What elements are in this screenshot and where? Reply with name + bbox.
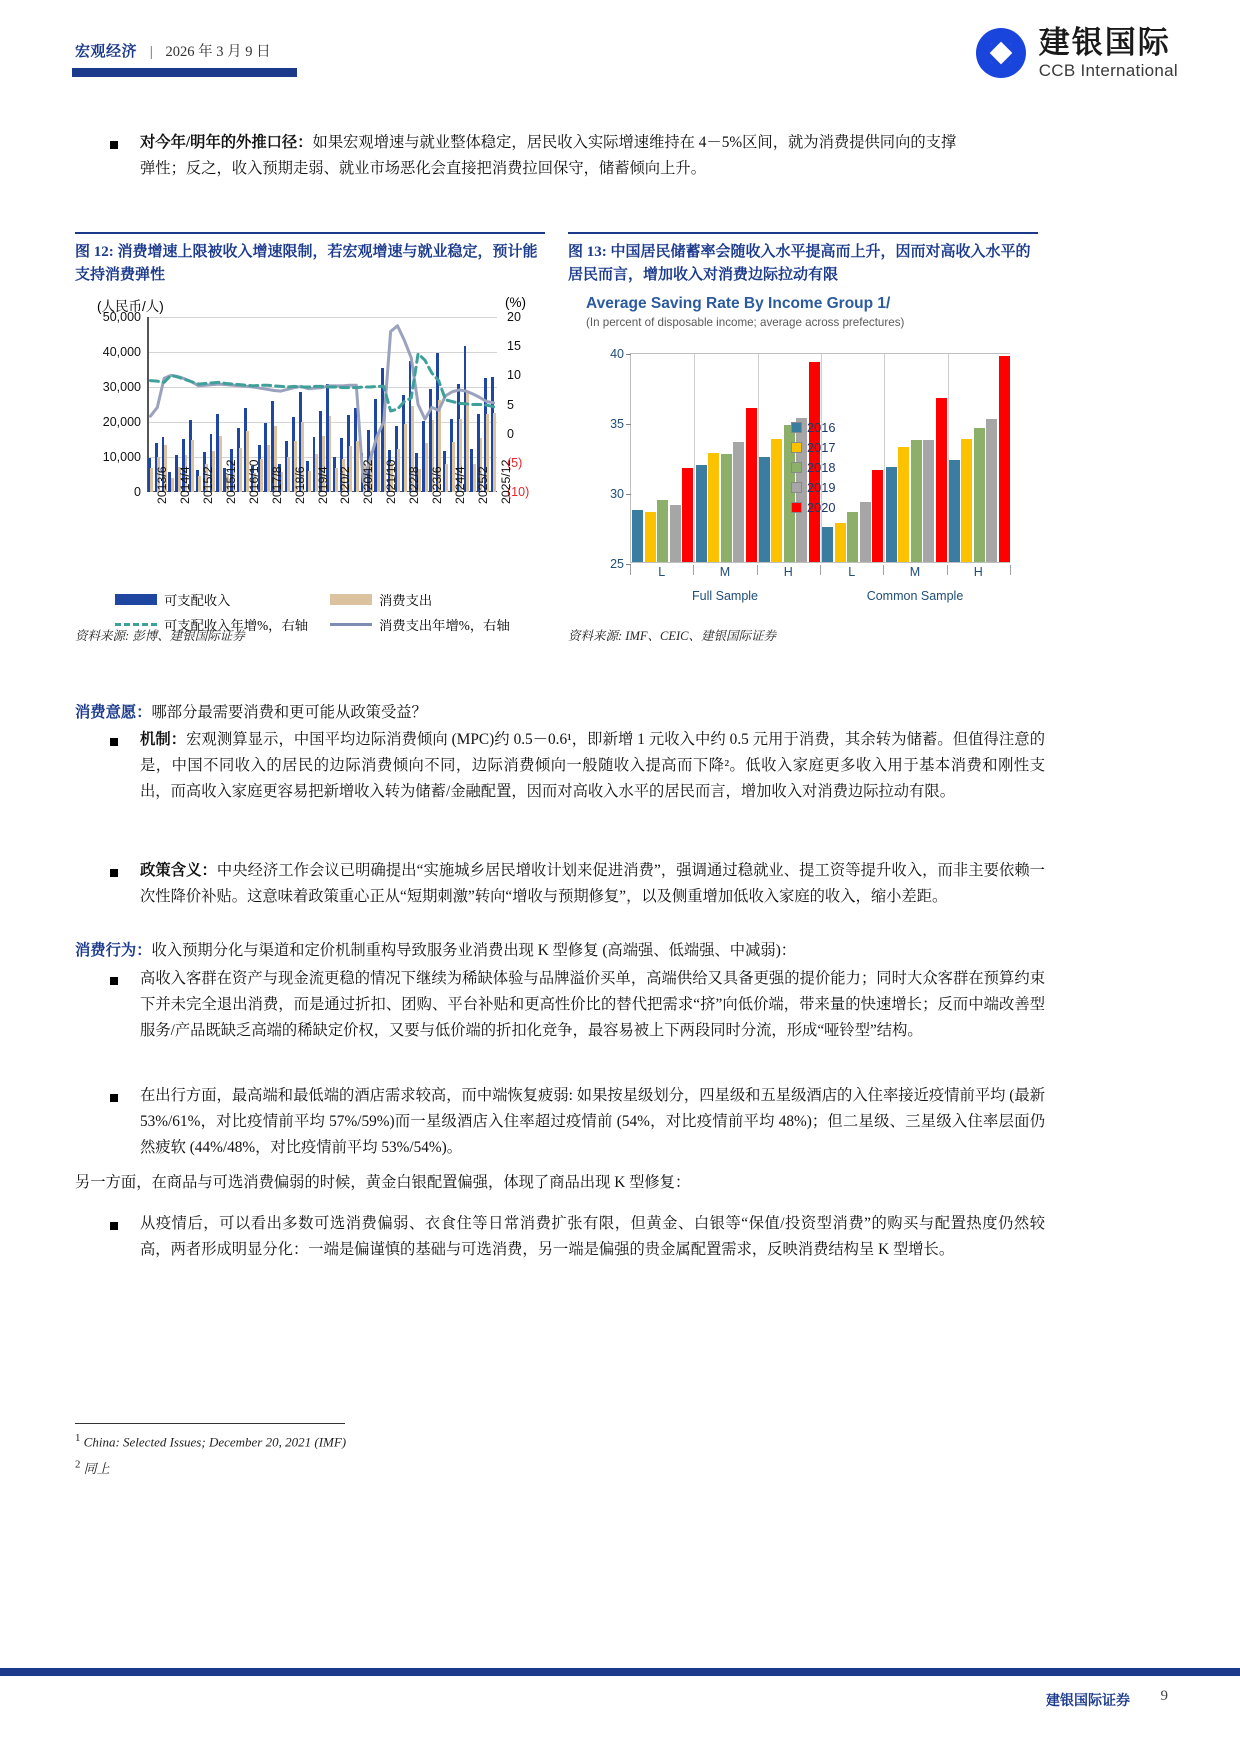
y2-tick: 5: [507, 397, 514, 412]
figure-13-chart-title: Average Saving Rate By Income Group 1/: [586, 295, 891, 312]
legend-item: [791, 460, 835, 475]
legend-swatch-expenditure: [330, 594, 372, 605]
legend-item-expenditure: [330, 590, 432, 609]
footnote-rule: [75, 1423, 345, 1424]
x-tick-label: H: [973, 565, 983, 579]
figure-13: [568, 232, 1038, 643]
legend-swatch-2017: [791, 442, 802, 453]
group-label: Full Sample: [692, 589, 758, 603]
bar: [872, 470, 883, 562]
footer-page-number: 9: [1160, 1688, 1168, 1704]
footnote-1-text: China: Selected Issues; December 20, 2021 (IMF): [83, 1434, 347, 1450]
legend-swatch-2019: [791, 482, 802, 493]
x-tick-label: 2025/2: [475, 466, 490, 504]
y-tick: 30: [610, 487, 624, 501]
ccb-logo-icon: [974, 26, 1028, 80]
legend-label-2017: 2017: [807, 440, 836, 455]
x-tick-label: 2018/6: [292, 466, 307, 504]
legend-item-income: [115, 590, 330, 609]
figure-13-title: 图 13: 中国居民储蓄率会随收入水平提高而上升，因而对高收入水平的居民而言，增加收入对消费边际拉动有限: [568, 244, 1031, 283]
x-tick-label: 2025/12: [498, 459, 513, 504]
x-tick-label: H: [783, 565, 793, 579]
bar: [923, 440, 934, 562]
bar: [961, 439, 972, 562]
bar: [708, 453, 719, 562]
behavior-rest: 收入预期分化与渠道和定价机制重构导致服务业消费出现 K 型修复 (高端强、低端强、中减弱)：: [151, 942, 797, 959]
bar: [949, 460, 960, 562]
figure-13-chart: [568, 295, 1038, 625]
logo-text-chinese: 建银国际: [1038, 25, 1171, 60]
bullet-marker: [110, 738, 118, 746]
figure-12-source: 资料来源: 彭博、建银国际证券: [75, 629, 245, 643]
legend-item: [791, 440, 835, 455]
footnote-2-number: 2: [75, 1458, 81, 1471]
x-tick-label: 2017/8: [269, 466, 284, 504]
bar: [645, 512, 656, 562]
behavior-bullet-2: 在出行方面，最高端和最低端的酒店需求较高，而中端恢复疲弱: 如果按星级划分，四星级和五星级酒店的入住率接近疫情前平均 (最新 53%/61%，对比疫情前平均 57%/59%)而一星级酒店入住率超过疫情前 (54%，对比疫情前平均 48%)；但二星级、三星级入住率层面仍然疲软 (44%/48%，对比疫情前平均 53%/54%)。: [140, 1087, 1045, 1156]
legend-label-income-yoy: 可支配收入年增%，右轴: [164, 618, 309, 633]
company-logo: [974, 26, 1178, 80]
bullet-marker: [110, 977, 118, 985]
willingness-bullet-2-lead: 政策含义：: [140, 862, 217, 879]
footnote-1: [75, 1432, 346, 1450]
x-tick-label: 2024/4: [452, 466, 467, 504]
top-paragraph-line1: 如果宏观增速与就业整体稳定，居民收入实际增速维持在 4－5%区间，就为消费提供同向的支撑: [312, 134, 957, 151]
figure-12-chart: [75, 295, 545, 633]
bar: [632, 510, 643, 562]
willingness-bullet-1-text: 宏观测算显示，中国平均边际消费倾向 (MPC)约 0.5－0.6¹，即新增 1 元收入中约 0.5 元用于消费，其余转为储蓄。但值得注意的是，中国不同收入的居民的边际消费倾向不同，边际消费倾向一般随收入提高而下降²。低收入家庭更多收入用于基本消费和刚性支出，而高收入家庭更容易把新增收入转为储蓄/金融配置，因而对高收入水平的居民而言，增加收入对消费边际拉动有限。: [140, 731, 1045, 800]
legend-swatch-income: [115, 594, 157, 605]
logo-text-english: CCB International: [1038, 61, 1178, 80]
figure-13-chart-subtitle: (In percent of disposable income; average across prefectures): [586, 316, 905, 329]
y-tick: 40,000: [102, 345, 141, 359]
bar: [886, 467, 897, 562]
x-tick-label: 2015/12: [224, 459, 239, 504]
legend-swatch-2018: [791, 462, 802, 473]
legend-item: [791, 500, 835, 515]
y2-tick: 20: [507, 310, 521, 324]
figure-13-topline: [568, 232, 1038, 234]
figure-12-topline: [75, 232, 545, 234]
x-tick-label: M: [719, 565, 731, 579]
y2-tick: (5): [507, 455, 523, 470]
y-tick: 20,000: [102, 415, 141, 429]
behavior-lead: 消费行为：: [75, 942, 152, 959]
legend-label-2020: 2020: [807, 500, 836, 515]
figure-12-ylabel: (人民币/人): [97, 299, 164, 314]
header-rule: [72, 68, 297, 77]
bar: [911, 440, 922, 562]
figure-13-x-labels: [630, 565, 1010, 585]
willingness-rest: 哪部分最需要消费和更可能从政策受益？: [151, 704, 427, 721]
y-tick: 0: [134, 485, 141, 499]
willingness-bullet-2-text: 中央经济工作会议已明确提出“实施城乡居民增收计划来促进消费”，强调通过稳就业、提工资等提升收入，而非主要依赖一次性降价补贴。这意味着政策重心正从“短期刺激”转向“增收与预期修复”，以及侧重增加低收入家庭的收入，缩小差距。: [140, 862, 1045, 905]
footnote-2: [75, 1458, 110, 1477]
y-tick: 25: [610, 557, 624, 571]
y-tick: 30,000: [102, 380, 141, 394]
top-paragraph-line2-wrap: [140, 156, 1045, 182]
legend-swatch-2016: [791, 422, 802, 433]
x-tick-label: 2016/10: [246, 459, 261, 504]
bar: [974, 428, 985, 562]
bullet-marker: [110, 1094, 118, 1102]
page-header: [0, 0, 1240, 105]
figure-13-legend: [791, 420, 835, 520]
bar: [936, 398, 947, 562]
top-paragraph-lead: 对今年/明年的外推口径：: [140, 134, 313, 151]
legend-label-exp-yoy: 消费支出年增%，右轴: [379, 618, 510, 633]
bar: [771, 439, 782, 562]
y2-tick: (10): [507, 485, 530, 499]
willingness-lead: 消费意愿：: [75, 704, 152, 721]
figure-13-plot-area: [610, 347, 1010, 571]
header-date: 2026 年 3 月 9 日: [165, 44, 271, 60]
y2-tick: 0: [507, 426, 514, 441]
figure-12: [75, 232, 545, 643]
bar: [721, 454, 732, 562]
bar: [898, 447, 909, 562]
x-tick-label: 2015/2: [201, 466, 216, 504]
bullet-marker: [110, 141, 118, 149]
legend-label-2018: 2018: [807, 460, 836, 475]
figure-13-group-labels: [630, 589, 1010, 609]
footnote-1-number: 1: [75, 1432, 81, 1444]
legend-swatch-exp-yoy: [330, 623, 372, 626]
x-tick-label: 2020/2: [338, 466, 353, 504]
willingness-bullet-1: [140, 727, 1045, 805]
header-separator: |: [149, 44, 153, 60]
legend-item-exp-yoy: [330, 615, 510, 634]
y-tick: 10,000: [102, 450, 141, 464]
section-behavior-heading: [75, 938, 1045, 964]
bar: [759, 457, 770, 562]
bullet-marker: [110, 869, 118, 877]
header-breadcrumb: [75, 40, 271, 61]
x-tick-label: 2022/8: [407, 466, 422, 504]
figure-12-y2label: (%): [505, 295, 526, 310]
legend-label-expenditure: 消费支出: [379, 593, 433, 608]
x-tick-label: 2019/4: [315, 466, 330, 504]
legend-swatch-2020: [791, 502, 802, 513]
bar: [986, 419, 997, 562]
bar: [835, 523, 846, 562]
x-tick-label: 2014/4: [178, 466, 193, 504]
x-tick-label: L: [848, 565, 856, 579]
x-tick-label: 2013/6: [155, 466, 170, 504]
figure-13-source: 资料来源: IMF、CEIC、建银国际证券: [568, 629, 776, 643]
footer-company: 建银国际证券: [1046, 1694, 1130, 1709]
group-label: Common Sample: [866, 589, 964, 603]
y-tick: 40: [610, 347, 624, 361]
behavior-bullet-1: 高收入客群在资产与现金流更稳的情况下继续为稀缺体验与品牌溢价买单，高端供给又具备更强的提价能力；同时大众客群在预算约束下并未完全退出消费，而是通过折扣、团购、平台补贴和更高性价比的替代把需求“挤”向低价端，带来量的快速增长；反而中端改善型服务/产品既缺乏高端的稀缺定价权，又要与低价端的折扣化竞争，最容易被上下两段同时分流，形成“哑铃型”结构。: [140, 970, 1045, 1039]
legend-label-2016: 2016: [807, 420, 836, 435]
bar: [696, 465, 707, 562]
x-tick-label: 2021/10: [384, 459, 399, 504]
y2-tick: 15: [507, 339, 521, 354]
bar: [733, 442, 744, 562]
willingness-bullet-1-lead: 机制：: [140, 731, 187, 748]
x-tick-label: L: [658, 565, 666, 579]
y-tick: 50,000: [102, 310, 141, 324]
footer-rule: [0, 1668, 1240, 1676]
footnote-2-text: 同上: [83, 1461, 110, 1476]
y2-tick: 10: [507, 368, 521, 383]
legend-item: [791, 480, 835, 495]
figure-12-title: 图 12: 消费增速上限被收入增速限制，若宏观增速与就业稳定，预计能支持消费弹性: [75, 244, 538, 283]
bar: [682, 468, 693, 562]
bar: [670, 505, 681, 562]
top-paragraph-line2: 弹性；反之，收入预期走弱、就业市场恶化会直接把消费拉回保守，储蓄倾向上升。: [140, 160, 706, 177]
bar: [847, 512, 858, 562]
x-tick-label: M: [909, 565, 921, 579]
legend-label-income: 可支配收入: [164, 593, 231, 608]
top-paragraph: [140, 130, 1045, 156]
header-category: 宏观经济: [75, 44, 138, 60]
bar: [860, 502, 871, 562]
x-tick-label: 2020/12: [361, 459, 376, 504]
legend-item: [791, 420, 835, 435]
bar: [746, 408, 757, 562]
section-willingness-heading: [75, 700, 1045, 726]
bar: [657, 500, 668, 562]
bar: [822, 527, 833, 562]
bullet-marker: [110, 1222, 118, 1230]
bar: [999, 356, 1010, 562]
x-tick-label: 2023/6: [429, 466, 444, 504]
legend-label-2019: 2019: [807, 480, 836, 495]
y-tick: 35: [610, 417, 624, 431]
goods-intro: 另一方面，在商品与可选消费偏弱的时候，黄金白银配置偏强，体现了商品出现 K 型修复：: [75, 1174, 691, 1191]
goods-bullet: 从疫情后，可以看出多数可选消费偏弱、衣食住等日常消费扩张有限，但黄金、白银等“保值/投资型消费”的购买与配置热度仍然较高，两者形成明显分化：一端是偏谨慎的基础与可选消费，另一端是偏强的贵金属配置需求，反映消费结构呈 K 型增长。: [140, 1215, 1045, 1258]
willingness-bullet-2: [140, 858, 1045, 910]
